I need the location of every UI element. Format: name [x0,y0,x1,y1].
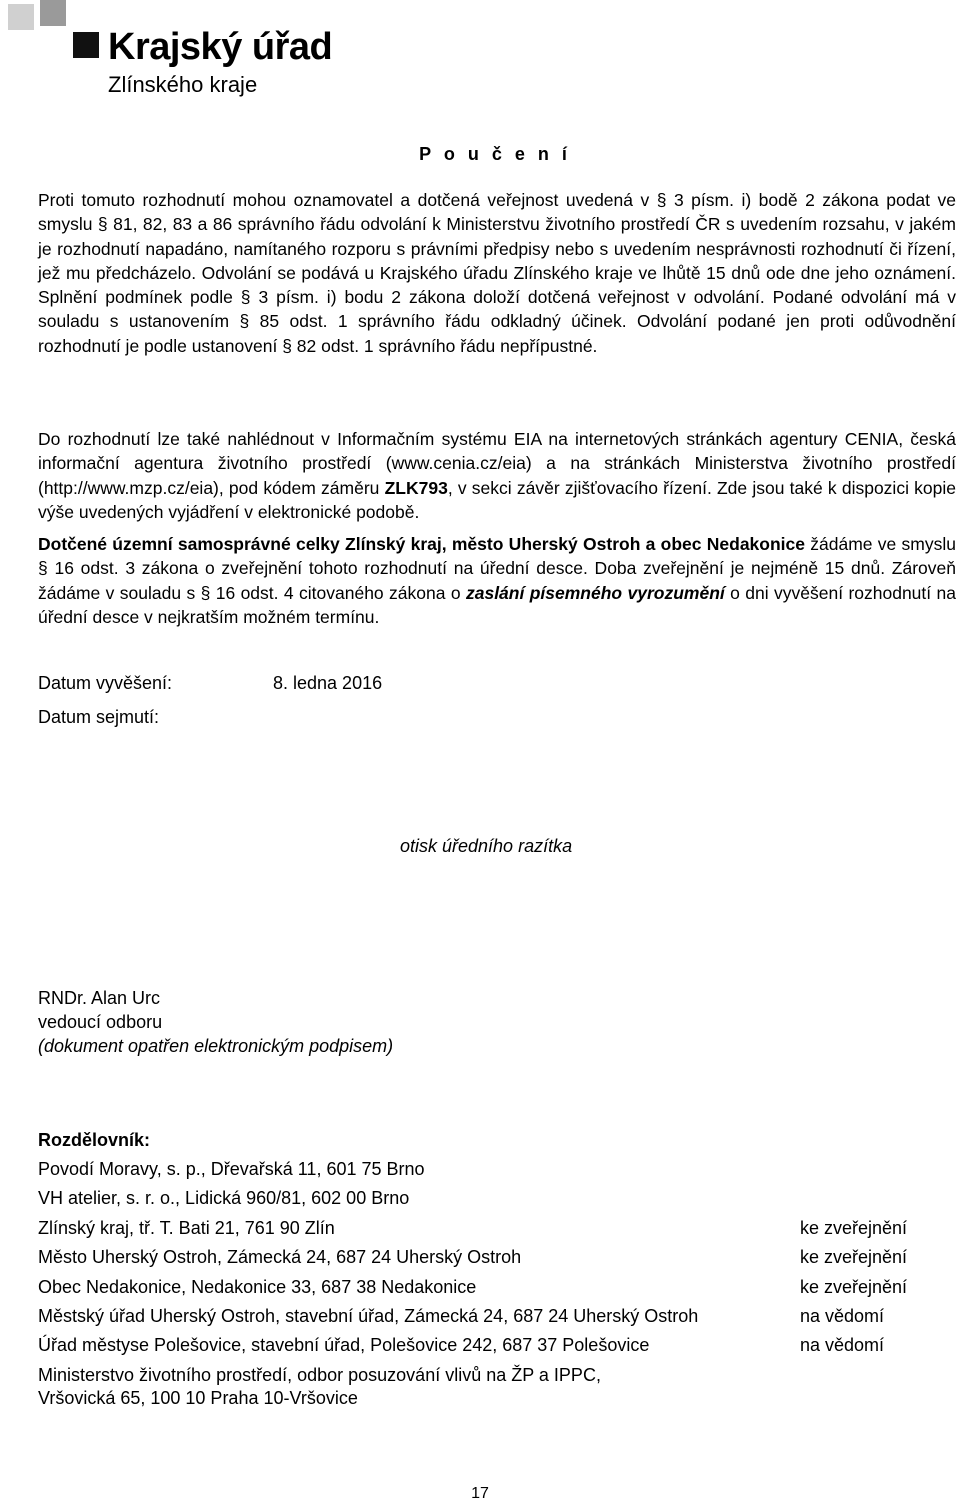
distribution-address: Město Uherský Ostroh, Zámecká 24, 687 24 Uherský Ostroh [38,1247,522,1267]
signatory-name: RNDr. Alan Urc [38,988,161,1008]
publication-request-paragraph [38,532,956,629]
eia-info-paragraph [38,427,956,524]
distribution-address: Obec Nedakonice, Nedakonice 33, 687 38 Nedakonice [38,1277,477,1297]
removed-date-label: Datum sejmutí: [38,707,160,727]
distribution-address: Městský úřad Uherský Ostroh, stavební úřad, Zámecká 24, 687 24 Uherský Ostroh [38,1306,699,1326]
publication-text-1: žádáme ve smyslu § 16 odst. 3 zákona o zveřejnění tohoto rozhodnutí na úřední desce. Doba zveřejnění je nejméně 15 dnů. Zároveň žádáme v souladu s § 16 odst. 4 citovaného zákona o [38,534,956,603]
section-heading: P o u č e n í [419,144,571,164]
distribution-note: ke zveřejnění [800,1277,908,1297]
distribution-address: Povodí Moravy, s. p., Dřevařská 11, 601 75 Brno [38,1159,425,1179]
distribution-address: VH atelier, s. r. o., Lidická 960/81, 602 00 Brno [38,1188,410,1208]
appeal-instructions-paragraph: Proti tomuto rozhodnutí mohou oznamovatel a dotčená veřejnost uvedená v § 3 písm. i) bodě 2 zákona podat ve smyslu § 81, 82, 83 a 86 správního řádu odvolání k Ministerstvu životního prostředí ČR s uvedením rozsahu, v jakém je rozhodnutí napadáno, namítaného rozporu s právními předpisy nebo s uvedením nesprávnosti rozhodnutí či řízení, jež mu předcházelo. Odvolání se podává u Krajského úřadu Zlínského kraje ve lhůtě 15 dnů ode dne jeho oznámení. Splnění podmínek podle § 3 písm. i) bodu 2 zákona doloží dotčená veřejnost v odvolání. Podané odvolání má v souladu s ustanovením § 85 odst. 1 správního řádu odkladný účinek. Odvolání podané jen proti odůvodnění rozhodnutí je podle ustanovení § 82 odst. 1 správního řádu nepřípustné. [38,190,956,356]
logo-square-grey [40,0,66,26]
eia-info-text-2: , v sekci závěr zjišťovacího řízení. Zde jsou také k dispozici kopie výše uvedených vyjádření v elektronické podobě. [38,477,956,522]
official-stamp-placeholder: otisk úředního razítka [400,836,573,856]
distribution-address: Zlínský kraj, tř. T. Bati 21, 761 90 Zlín [38,1218,335,1238]
publication-text-2: o dni vyvěšení rozhodnutí na úřední desce v nejkratším možném termínu. [38,582,956,627]
distribution-address: Úřad městyse Polešovice, stavební úřad, Polešovice 242, 687 37 Polešovice [38,1335,650,1355]
posted-date-label: Datum vyvěšení: [38,673,173,693]
distribution-note: ke zveřejnění [800,1218,908,1238]
distribution-title: Rozdělovník: [38,1130,151,1150]
distribution-address: Vršovická 65, 100 10 Praha 10-Vršovice [38,1388,358,1408]
posted-date-value: 8. ledna 2016 [273,673,383,693]
eia-info-text-1: Do rozhodnutí lze také nahlédnout v Informačním systému EIA na internetových stránkách agentury CENIA, česká informační agentura životního prostředí (www.cenia.cz/eia) a na stránkách Ministerstva životního prostředí (http://www.mzp.cz/eia), pod kódem záměru [38,429,956,498]
project-code: ZLK793 [384,477,448,498]
page-number: 17 [471,1485,489,1502]
logo-title: Krajský úřad [108,26,333,68]
logo-square-black [73,32,99,58]
distribution-note: na vědomí [800,1306,885,1326]
notification-request: zaslání písemného vyrozumění [465,582,725,603]
signatory-title: vedoucí odboru [38,1012,163,1032]
affected-municipalities: Dotčené územní samosprávné celky Zlínský kraj, město Uherský Ostroh a obec Nedakonice [38,534,805,554]
logo-subtitle: Zlínského kraje [108,72,258,97]
office-logo [0,0,333,110]
distribution-note: na vědomí [800,1335,885,1355]
distribution-note: ke zveřejnění [800,1247,908,1267]
logo-square-light [8,4,34,30]
electronic-signature-note: (dokument opatřen elektronickým podpisem) [38,1036,394,1056]
distribution-address: Ministerstvo životního prostředí, odbor posuzování vlivů na ŽP a IPPC, [38,1365,601,1385]
